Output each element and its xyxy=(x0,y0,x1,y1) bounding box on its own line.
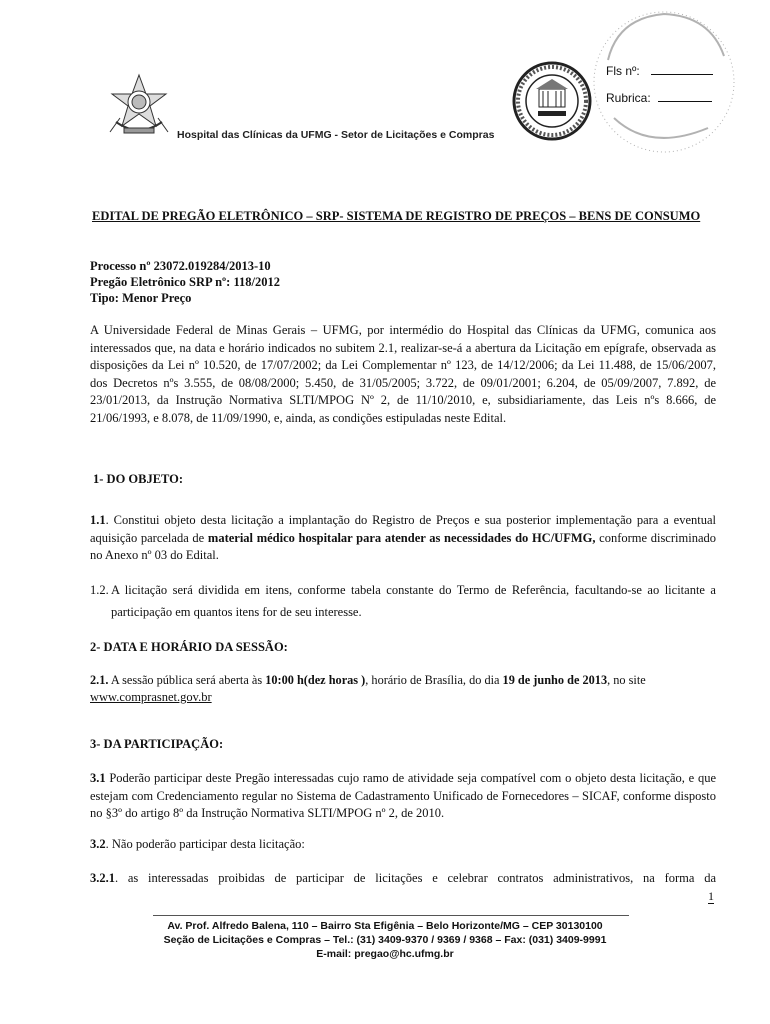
paragraph-2-1-text-b: , horário de Brasília, do dia xyxy=(365,673,503,687)
section-1-heading: 1- DO OBJETO: xyxy=(93,472,184,486)
paragraph-1-1-text-a: . Constitui objeto desta licitação a implantação do Registro de Preços e sua posterior implementação para a eventual aquisição parcelada de xyxy=(90,513,716,545)
session-date: 19 de junho de 2013 xyxy=(502,673,608,687)
process-number: Processo nº 23072.019284/2013-10 xyxy=(90,259,271,273)
paragraph-1-2-text: A licitação será dividida em itens, conforme tabela constante do Termo de Referência, facultando-se ao licitante a participação em quantos itens for de seu interesse. xyxy=(111,583,716,619)
paragraph-1-1 xyxy=(90,512,716,565)
paragraph-2-1-number: 2.1. xyxy=(90,673,109,687)
stamp-rubrica-label: Rubrica: xyxy=(606,91,651,105)
footer-contacts: Seção de Licitações e Compras – Tel.: (31) 3409-9370 / 9369 / 9368 – Fax: (031) 3409-9991 xyxy=(163,934,607,946)
footer-divider xyxy=(153,915,629,916)
stamp-fls-row xyxy=(606,64,713,78)
section-2-heading: 2- DATA E HORÁRIO DA SESSÃO: xyxy=(90,640,288,654)
stamp-rubrica-row xyxy=(606,91,712,105)
session-time: 10:00 h(dez horas ) xyxy=(265,673,366,687)
paragraph-3-2-number: 3.2 xyxy=(90,837,106,851)
stamp-rubrica-line xyxy=(658,101,712,102)
paragraph-3-1 xyxy=(90,770,716,823)
paragraph-3-2-1-text: . as interessadas proibidas de participar de licitações e celebrar contratos administrativos, na forma da xyxy=(115,871,716,885)
paragraph-2-1-text-a: A sessão pública será aberta às xyxy=(108,673,266,687)
paragraph-3-2 xyxy=(90,836,305,854)
paragraph-1-2 xyxy=(90,579,716,623)
tipo-label: Tipo: Menor Preço xyxy=(90,291,192,305)
header-institution: Hospital das Clínicas da UFMG - Setor de Licitações e Compras xyxy=(177,129,495,141)
paragraph-1-2-number: 1.2. xyxy=(90,583,109,597)
paragraph-2-1-text-c: , no site xyxy=(607,673,646,687)
footer-address: Av. Prof. Alfredo Balena, 110 – Bairro Sta Efigênia – Belo Horizonte/MG – CEP 30130100 xyxy=(167,920,603,932)
licitacoes-stamp-icon xyxy=(590,0,740,160)
paragraph-1-1-number: 1.1 xyxy=(90,513,106,527)
document-title: EDITAL DE PREGÃO ELETRÔNICO – SRP- SISTEMA DE REGISTRO DE PREÇOS – BENS DE CONSUMO xyxy=(92,209,701,223)
pregao-number: Pregão Eletrônico SRP nº: 118/2012 xyxy=(90,275,280,289)
paragraph-1-1-text-b: conforme discriminado no Anexo nº 03 do Edital. xyxy=(90,530,716,562)
stamp-fls-line xyxy=(651,74,713,75)
paragraph-3-1-number: 3.1 xyxy=(90,771,106,785)
paragraph-3-2-1 xyxy=(90,870,716,888)
stamp-fls-label: Fls nº: xyxy=(606,64,640,78)
paragraph-3-2-text: . Não poderão participar desta licitação: xyxy=(105,837,305,851)
footer-email: E-mail: pregao@hc.ufmg.br xyxy=(316,948,454,960)
paragraph-3-1-text: Poderão participar deste Pregão interessadas cujo ramo de atividade seja compatível com o objeto desta licitação, e que estejam com Credenciamento regular no Sistema de Cadastramento Unificado de Fornecedores – SICAF, conforme disposto no §3º do artigo 8º da Instrução Normativa SLTI/MPOG nº 2, de 2010. xyxy=(90,771,716,820)
page-number: 1 xyxy=(708,889,714,903)
section-3-heading: 3- DA PARTICIPAÇÃO: xyxy=(90,737,224,751)
paragraph-2-1 xyxy=(90,672,718,690)
brazil-coat-of-arms-icon xyxy=(106,72,172,138)
paragraph-1-1-bold: material médico hospitalar para atender as necessidades do HC/UFMG, xyxy=(207,530,596,545)
paragraph-3-2-1-number: 3.2.1 xyxy=(90,871,115,885)
comprasnet-link[interactable]: www.comprasnet.gov.br xyxy=(90,690,212,704)
intro-paragraph: A Universidade Federal de Minas Gerais – UFMG, por intermédio do Hospital das Clínicas da UFMG, comunica aos interessados que, na data e horário indicados no subitem 2.1, realizar-se-á a abertura da Licitação em epígrafe, observada as disposições da Lei nº 10.520, de 17/07/2002; da Lei Complementar nº 123, de 14/12/2006; da Lei 11.488, de 15/06/2007, dos Decretos nºs 3.555, de 08/08/2000; 5.450, de 31/05/2005; 3.722, de 09/01/2001; 6.204, de 05/09/2007, 7.892, de 23/01/2013, da Instrução Normativa SLTI/MPOG Nº 2, de 11/10/2010, e, subsidiariamente, das Leis nºs 8.666, de 21/06/1993, e 8.078, de 11/09/1990, e, ainda, as condições estipuladas neste Edital. xyxy=(90,323,716,425)
ufmg-seal-icon xyxy=(512,61,592,141)
